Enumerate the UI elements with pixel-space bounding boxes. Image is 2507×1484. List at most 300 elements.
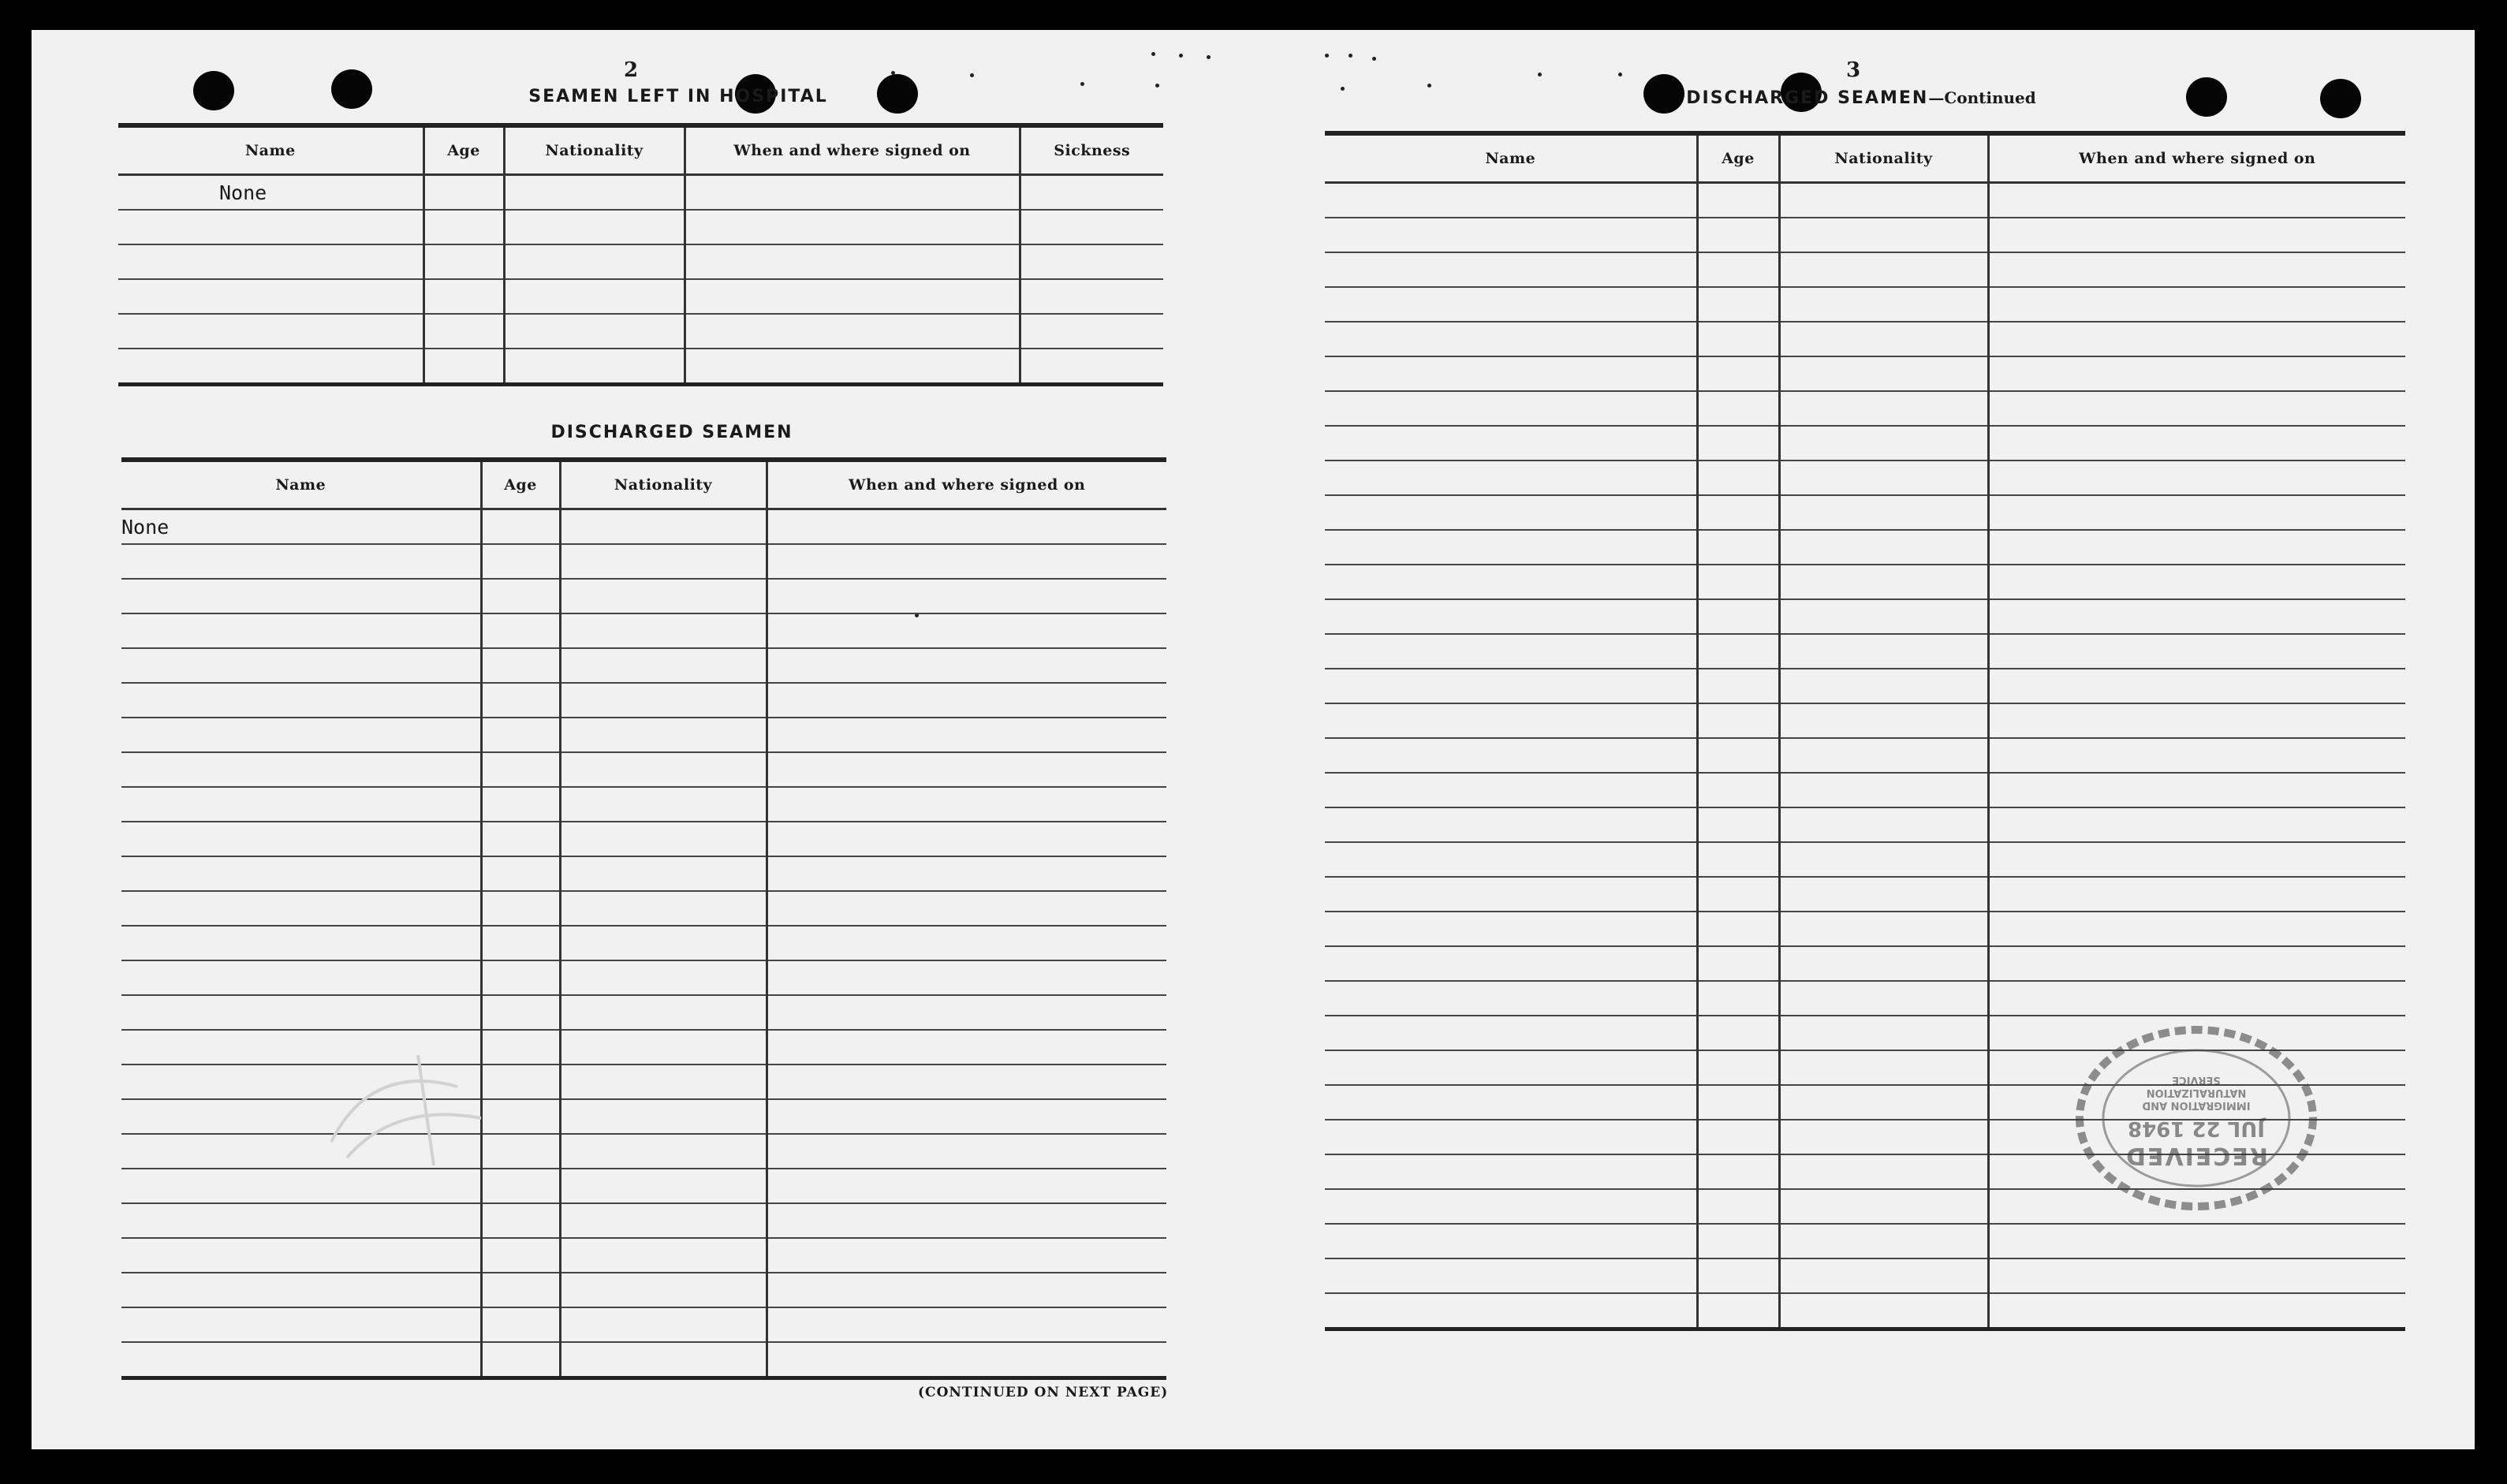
empty-cell: [767, 752, 1166, 787]
empty-cell: [1325, 530, 1697, 565]
table-row: [1325, 912, 2405, 946]
empty-cell: [1779, 599, 1988, 634]
table-header-row: [1325, 133, 2405, 183]
empty-cell: [1697, 1293, 1779, 1329]
empty-cell: [767, 509, 1166, 545]
empty-cell: [1325, 634, 1697, 669]
empty-cell: [560, 579, 767, 613]
column-header-age: Age: [481, 460, 560, 509]
entry-cell: None: [118, 175, 423, 211]
empty-cell: [685, 314, 1020, 349]
column-header-signed-on: When and where signed on: [767, 460, 1166, 509]
empty-cell: [1697, 183, 1779, 218]
table-row: [121, 1065, 1166, 1099]
empty-cell: [1325, 669, 1697, 703]
empty-cell: [560, 1203, 767, 1238]
empty-cell: [560, 1099, 767, 1134]
table-row: [1325, 703, 2405, 738]
empty-cell: [767, 579, 1166, 613]
table-row: [1325, 426, 2405, 460]
table-row: [118, 314, 1163, 349]
empty-cell: [1697, 252, 1779, 287]
empty-cell: [767, 822, 1166, 856]
empty-cell: [685, 175, 1020, 211]
table-row: [121, 544, 1166, 579]
empty-cell: [767, 1307, 1166, 1342]
table-row: [1325, 981, 2405, 1016]
empty-cell: [481, 613, 560, 648]
stamp-line-received: RECEIVED: [2125, 1142, 2268, 1169]
empty-cell: [1697, 322, 1779, 356]
empty-cell: [1697, 287, 1779, 322]
table-row: [118, 175, 1163, 211]
table-row: [121, 960, 1166, 995]
table-row: [1325, 1293, 2405, 1329]
empty-cell: [1779, 530, 1988, 565]
empty-cell: [1988, 322, 2405, 356]
empty-cell: [481, 856, 560, 891]
empty-cell: [1779, 495, 1988, 530]
empty-cell: [560, 509, 767, 545]
table-row: [118, 349, 1163, 385]
table-row: [121, 613, 1166, 648]
empty-cell: [560, 822, 767, 856]
empty-cell: [1988, 807, 2405, 842]
empty-cell: [1697, 842, 1779, 877]
table-row: [121, 1134, 1166, 1169]
empty-cell: [118, 279, 423, 314]
empty-cell: [1697, 703, 1779, 738]
empty-cell: [767, 1030, 1166, 1065]
empty-cell: [481, 752, 560, 787]
empty-cell: [1697, 1154, 1779, 1189]
empty-cell: [481, 995, 560, 1030]
empty-cell: [1697, 391, 1779, 426]
empty-cell: [560, 648, 767, 683]
table-row: [118, 210, 1163, 244]
empty-cell: [481, 1203, 560, 1238]
empty-cell: [560, 787, 767, 822]
table-row: [1325, 530, 2405, 565]
empty-cell: [1779, 1224, 1988, 1258]
table-row: [121, 752, 1166, 787]
table-row: [121, 1238, 1166, 1273]
empty-cell: [1697, 1224, 1779, 1258]
empty-cell: [121, 1238, 481, 1273]
empty-cell: [1988, 669, 2405, 703]
column-header-age: Age: [423, 125, 504, 175]
table-row: [1325, 1258, 2405, 1293]
empty-cell: [1020, 244, 1163, 279]
table-row: [121, 995, 1166, 1030]
empty-cell: [1697, 495, 1779, 530]
empty-cell: [1779, 1016, 1988, 1050]
column-header-name: Name: [118, 125, 423, 175]
table-row: [1325, 669, 2405, 703]
empty-cell: [423, 175, 504, 211]
empty-cell: [121, 856, 481, 891]
empty-cell: [121, 544, 481, 579]
empty-cell: [481, 1307, 560, 1342]
empty-cell: [481, 509, 560, 545]
table-row: [121, 1307, 1166, 1342]
empty-cell: [560, 1065, 767, 1099]
stamp-line-agency3: SERVICE: [2172, 1074, 2221, 1086]
empty-cell: [1779, 356, 1988, 391]
empty-cell: [1988, 738, 2405, 773]
empty-cell: [1325, 1224, 1697, 1258]
empty-cell: [767, 718, 1166, 752]
empty-cell: [1325, 183, 1697, 218]
empty-cell: [121, 822, 481, 856]
empty-cell: [767, 1099, 1166, 1134]
empty-cell: [1988, 773, 2405, 807]
hospital-section-title: SEAMEN LEFT IN HOSPITAL: [528, 87, 828, 106]
empty-cell: [1988, 565, 2405, 599]
right-page: [1293, 30, 2475, 1449]
empty-cell: [481, 579, 560, 613]
empty-cell: [1779, 1120, 1988, 1154]
empty-cell: [481, 822, 560, 856]
empty-cell: [1779, 322, 1988, 356]
empty-cell: [1779, 252, 1988, 287]
empty-cell: [1325, 1258, 1697, 1293]
empty-cell: [1697, 981, 1779, 1016]
empty-cell: [1325, 599, 1697, 634]
empty-cell: [1020, 349, 1163, 385]
empty-cell: [1779, 460, 1988, 495]
empty-cell: [1697, 1050, 1779, 1085]
empty-cell: [118, 210, 423, 244]
empty-cell: [1325, 1016, 1697, 1050]
empty-cell: [1988, 1293, 2405, 1329]
table-row: [121, 926, 1166, 960]
table-row: [1325, 287, 2405, 322]
page-number: 2: [623, 58, 639, 82]
empty-cell: [1697, 1016, 1779, 1050]
empty-cell: [767, 1203, 1166, 1238]
table-row: [1325, 252, 2405, 287]
empty-cell: [560, 683, 767, 718]
empty-cell: [767, 1134, 1166, 1169]
table-row: [121, 1099, 1166, 1134]
empty-cell: [1325, 877, 1697, 912]
empty-cell: [1697, 738, 1779, 773]
empty-cell: [1325, 1293, 1697, 1329]
empty-cell: [1325, 1085, 1697, 1120]
table-row: [121, 579, 1166, 613]
empty-cell: [1988, 703, 2405, 738]
empty-cell: [1325, 703, 1697, 738]
empty-cell: [121, 718, 481, 752]
empty-cell: [481, 960, 560, 995]
empty-cell: [1325, 356, 1697, 391]
empty-cell: [1779, 183, 1988, 218]
table-row: [121, 509, 1166, 545]
empty-cell: [1988, 634, 2405, 669]
empty-cell: [1988, 426, 2405, 460]
empty-cell: [1325, 218, 1697, 252]
title-main: DISCHARGED SEAMEN: [1686, 88, 1929, 108]
empty-cell: [121, 683, 481, 718]
empty-cell: [121, 995, 481, 1030]
empty-cell: [1697, 530, 1779, 565]
empty-cell: [1779, 426, 1988, 460]
empty-cell: [560, 1273, 767, 1307]
empty-cell: [121, 1273, 481, 1307]
empty-cell: [118, 314, 423, 349]
document-sheet: [32, 30, 2475, 1449]
empty-cell: [560, 891, 767, 926]
empty-cell: [504, 210, 685, 244]
table-row: [121, 718, 1166, 752]
empty-cell: [1988, 1224, 2405, 1258]
empty-cell: [1988, 877, 2405, 912]
empty-cell: [1325, 1050, 1697, 1085]
hospital-table: [118, 123, 1163, 386]
empty-cell: [1325, 460, 1697, 495]
table-row: [1325, 183, 2405, 218]
table-row: [121, 856, 1166, 891]
empty-cell: [1697, 1120, 1779, 1154]
empty-cell: [1697, 460, 1779, 495]
empty-cell: [121, 1342, 481, 1378]
empty-cell: [1697, 877, 1779, 912]
empty-cell: [1779, 1085, 1988, 1120]
empty-cell: [767, 1169, 1166, 1203]
empty-cell: [1325, 495, 1697, 530]
empty-cell: [1697, 1085, 1779, 1120]
empty-cell: [685, 279, 1020, 314]
empty-cell: [1020, 279, 1163, 314]
empty-cell: [1697, 1258, 1779, 1293]
received-stamp: [2066, 1016, 2326, 1221]
discharged-section-title: DISCHARGED SEAMEN: [550, 423, 793, 442]
empty-cell: [1779, 1258, 1988, 1293]
table-row: [121, 1342, 1166, 1378]
empty-cell: [481, 787, 560, 822]
empty-cell: [1988, 287, 2405, 322]
table-row: [1325, 1224, 2405, 1258]
empty-cell: [1779, 1189, 1988, 1224]
empty-cell: [1697, 599, 1779, 634]
empty-cell: [560, 1307, 767, 1342]
table-row: [121, 891, 1166, 926]
empty-cell: [767, 891, 1166, 926]
empty-cell: [1697, 565, 1779, 599]
column-header-signed-on: When and where signed on: [1988, 133, 2405, 183]
table-row: [1325, 842, 2405, 877]
table-row: [1325, 634, 2405, 669]
empty-cell: [121, 1307, 481, 1342]
empty-cell: [767, 960, 1166, 995]
column-header-nationality: Nationality: [1779, 133, 1988, 183]
empty-cell: [1325, 946, 1697, 981]
empty-cell: [1020, 210, 1163, 244]
empty-cell: [1325, 912, 1697, 946]
empty-cell: [1325, 252, 1697, 287]
empty-cell: [1988, 495, 2405, 530]
empty-cell: [560, 544, 767, 579]
table-row: [121, 1203, 1166, 1238]
empty-cell: [1697, 669, 1779, 703]
empty-cell: [1325, 773, 1697, 807]
empty-cell: [504, 314, 685, 349]
table-header-row: [118, 125, 1163, 175]
left-page: [32, 30, 1214, 1449]
column-header-name: Name: [1325, 133, 1697, 183]
empty-cell: [504, 175, 685, 211]
empty-cell: [560, 718, 767, 752]
empty-cell: [1988, 356, 2405, 391]
empty-cell: [1779, 946, 1988, 981]
empty-cell: [1779, 391, 1988, 426]
empty-cell: [1325, 287, 1697, 322]
column-header-signed-on: When and where signed on: [685, 125, 1020, 175]
empty-cell: [121, 787, 481, 822]
empty-cell: [685, 349, 1020, 385]
table-row: [121, 1030, 1166, 1065]
empty-cell: [560, 1342, 767, 1378]
empty-cell: [1697, 1189, 1779, 1224]
empty-cell: [481, 648, 560, 683]
table-row: [118, 279, 1163, 314]
column-header-sickness: Sickness: [1020, 125, 1163, 175]
empty-cell: [481, 718, 560, 752]
empty-cell: [560, 1238, 767, 1273]
empty-cell: [1020, 314, 1163, 349]
empty-cell: [481, 891, 560, 926]
empty-cell: [423, 314, 504, 349]
empty-cell: [481, 1273, 560, 1307]
empty-cell: [1988, 391, 2405, 426]
continued-note: (CONTINUED ON NEXT PAGE): [918, 1385, 1169, 1400]
empty-cell: [504, 279, 685, 314]
table-row: [121, 683, 1166, 718]
column-header-age: Age: [1697, 133, 1779, 183]
empty-cell: [504, 244, 685, 279]
empty-cell: [560, 752, 767, 787]
empty-cell: [121, 613, 481, 648]
table-row: [1325, 738, 2405, 773]
empty-cell: [1779, 842, 1988, 877]
table-row: [1325, 218, 2405, 252]
empty-cell: [560, 960, 767, 995]
empty-cell: [1988, 530, 2405, 565]
empty-cell: [1697, 912, 1779, 946]
empty-cell: [1697, 807, 1779, 842]
table-row: [1325, 599, 2405, 634]
empty-cell: [121, 752, 481, 787]
empty-cell: [767, 787, 1166, 822]
empty-cell: [1988, 1258, 2405, 1293]
empty-cell: [767, 995, 1166, 1030]
empty-cell: [560, 995, 767, 1030]
empty-cell: [767, 683, 1166, 718]
empty-cell: [1779, 738, 1988, 773]
empty-cell: [560, 613, 767, 648]
empty-cell: [504, 349, 685, 385]
empty-cell: [1779, 1293, 1988, 1329]
empty-cell: [767, 926, 1166, 960]
empty-cell: [1325, 738, 1697, 773]
empty-cell: [1325, 1120, 1697, 1154]
discharged-continued-title: [1609, 88, 2113, 108]
empty-cell: [1697, 634, 1779, 669]
table-row: [1325, 322, 2405, 356]
empty-cell: [423, 279, 504, 314]
table-row: [121, 1273, 1166, 1307]
column-header-nationality: Nationality: [560, 460, 767, 509]
empty-cell: [685, 244, 1020, 279]
empty-cell: [1697, 426, 1779, 460]
empty-cell: [121, 960, 481, 995]
table-row: [1325, 773, 2405, 807]
empty-cell: [767, 648, 1166, 683]
empty-cell: [1779, 773, 1988, 807]
table-row: [1325, 946, 2405, 981]
empty-cell: [1779, 218, 1988, 252]
table-row: [1325, 877, 2405, 912]
table-row: [1325, 495, 2405, 530]
empty-cell: [481, 1342, 560, 1378]
table-row: [1325, 356, 2405, 391]
empty-cell: [1988, 183, 2405, 218]
empty-cell: [121, 579, 481, 613]
empty-cell: [481, 1238, 560, 1273]
empty-cell: [1779, 634, 1988, 669]
empty-cell: [767, 613, 1166, 648]
empty-cell: [1988, 946, 2405, 981]
empty-cell: [1325, 565, 1697, 599]
title-suffix: —Continued: [1928, 88, 2036, 107]
table-row: [121, 1169, 1166, 1203]
empty-cell: [121, 1203, 481, 1238]
empty-cell: [1988, 981, 2405, 1016]
empty-cell: [767, 1273, 1166, 1307]
table-row: [118, 244, 1163, 279]
empty-cell: [767, 856, 1166, 891]
empty-cell: [481, 544, 560, 579]
empty-cell: [560, 926, 767, 960]
empty-cell: [1779, 1050, 1988, 1085]
empty-cell: [685, 210, 1020, 244]
empty-cell: [1988, 912, 2405, 946]
column-header-nationality: Nationality: [504, 125, 685, 175]
empty-cell: [1988, 842, 2405, 877]
empty-cell: [767, 1342, 1166, 1378]
table-row: [121, 822, 1166, 856]
empty-cell: [560, 1030, 767, 1065]
table-row: [121, 787, 1166, 822]
page-number: 3: [1845, 58, 1861, 82]
empty-cell: [1697, 356, 1779, 391]
empty-cell: [1988, 252, 2405, 287]
empty-cell: [118, 349, 423, 385]
empty-cell: [1779, 287, 1988, 322]
empty-cell: [1697, 218, 1779, 252]
discharged-table: [121, 457, 1166, 1380]
empty-cell: [121, 648, 481, 683]
empty-cell: [423, 210, 504, 244]
empty-cell: [1325, 807, 1697, 842]
empty-cell: [1697, 773, 1779, 807]
empty-cell: [1325, 426, 1697, 460]
empty-cell: [118, 244, 423, 279]
empty-cell: [1325, 1154, 1697, 1189]
table-row: [121, 648, 1166, 683]
empty-cell: [1325, 981, 1697, 1016]
